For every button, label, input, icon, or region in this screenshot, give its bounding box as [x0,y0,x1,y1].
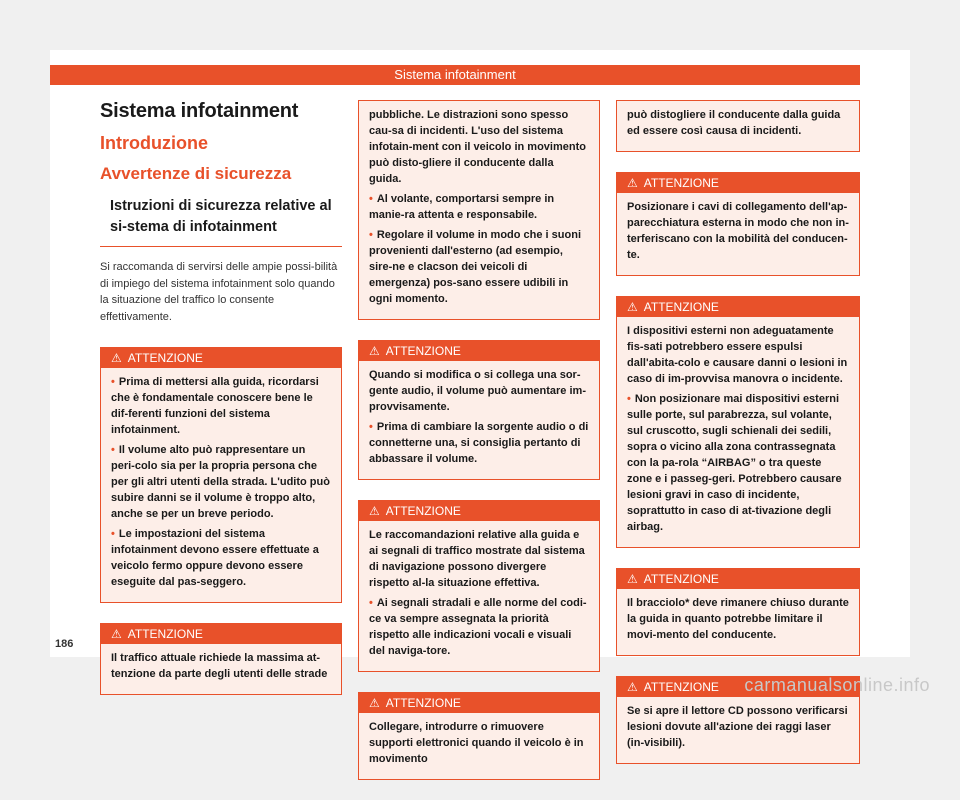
watermark[interactable]: carmanualsonline.info [744,675,930,695]
warning-box [616,172,860,276]
warning-body [101,368,341,602]
column-1 [100,100,342,715]
warning-title: ⚠ ATTENZIONE [101,624,341,644]
warning-icon: ⚠ [627,572,638,586]
warning-continuation: può distogliere il conducente dalla guida ed essere così causa di incidenti. [616,100,860,152]
subsection-title: Istruzioni di sicurezza relative al si-stema di infotainment [100,196,342,247]
warning-body: I dispositivi esterni non adeguatamente fis-sati potrebbero essere espulsi dall'abita-colo e causare danni o lesioni in caso di im-provvisa manovra o incidente. • Non posizionare mai dispositivi esterni sulle porte, sul parabrezza, sul volante, sul cruscotto, sugli schienali dei sedili, sopra o vicino alla zona contrassegnata con la pa-rola “AIRBAG” o tra queste zone e i passeg-geri. Potrebbero causare lesioni gravi in caso di incidente, soprattutto in caso di at-tivazione degli airbag. [627,325,848,533]
warning-title: ⚠ ATTENZIONE [359,501,599,521]
warning-bullet: • Regolare il volume in modo che i suoni provenienti dall'esterno (ad esempio, sire-ne e clacson dei veicoli di emergenza) pos-sano essere udibili in ogni momento. [369,229,582,305]
warning-bullet: • Le impostazioni del sistema infotainment devono essere effettuate a veicolo fermo oppure devono essere eseguite dal pas-seggero. [111,528,319,588]
warning-title: ⚠ ATTENZIONE [359,341,599,361]
warning-box [616,568,860,656]
warning-icon: ⚠ [369,504,380,518]
column-2 [358,100,600,800]
warning-body: Quando si modifica o si collega una sor-gente audio, il volume può aumentare im-provvisamente. • Prima di cambiare la sorgente audio o di connetterne una, si consiglia pertanto di abbassare il volume. [369,369,589,465]
warning-title: ⚠ ATTENZIONE [617,569,859,589]
warning-icon: ⚠ [111,351,122,365]
warning-bullet: • Al volante, comportarsi sempre in manie-ra attenta e responsabile. [369,193,555,221]
warning-body: Le raccomandazioni relative alla guida e ai segnali di traffico mostrate dal sistema di navigazione possono divergere rispetto al-la situazione effettiva. • Ai segnali stradali e alle norme del codi-ce va sempre assegnata la priorità rispetto alle indicazioni vocali e visuali del naviga-tore. [359,521,599,671]
warning-icon: ⚠ [627,300,638,314]
page-title: Sistema infotainment [100,100,299,122]
section-title: Avvertenze di sicurezza [100,164,292,183]
warning-body: Se si apre il lettore CD possono verificarsi lesioni dovute all'azione dei raggi laser (in-visibili). [627,705,848,749]
warning-body: Posizionare i cavi di collegamento dell'ap-parecchiatura esterna in modo che non in-terferiscano con la mobilità del conducen-te. [627,201,849,261]
warning-bullet: • Prima di mettersi alla guida, ricordarsi che è fondamentale conoscere bene le dif-ferenti funzioni del sistema infotainment. [111,376,319,436]
warning-icon: ⚠ [369,344,380,358]
warning-icon: ⚠ [111,627,122,641]
warning-box [616,296,860,548]
warning-box [100,347,342,603]
warning-body: Il bracciolo* deve rimanere chiuso durante la guida in quanto potrebbe limitare il movi-mento del conducente. [627,597,849,641]
warning-bullet: • Ai segnali stradali e alle norme del codi-ce va sempre assegnata la priorità rispetto alle indicazioni vocali e visuali del naviga-tore. [369,597,587,657]
warning-box [358,692,600,780]
warning-bullet: • Non posizionare mai dispositivi esterni sulle porte, sul parabrezza, sul volante, sul cruscotto, sugli schienali dei sedili, sopra o vicino alla zona contrassegnata con la pa-rola “AIRBAG” o tra queste zone e i passeg-geri. Potrebbero causare lesioni gravi in caso di incidente, soprattutto in caso di at-tivazione degli airbag. [627,393,842,533]
intro-paragraph: Si raccomanda di servirsi delle ampie possi-bilità di impiego del sistema infotainment solo quando la situazione del traffico lo consente effettivamente. [100,261,338,323]
section-header: Sistema infotainment [50,65,860,85]
warning-body: Il traffico attuale richiede la massima at-tenzione da parte degli utenti delle strade [111,652,328,680]
warning-bullet: • Prima di cambiare la sorgente audio o di connetterne una, si consiglia pertanto di abbassare il volume. [369,421,589,465]
warning-body: Collegare, introdurre o rimuovere supporti elettronici quando il veicolo è in movimento [369,721,584,765]
warning-box [358,500,600,672]
warning-title: ⚠ ATTENZIONE [617,677,859,697]
warning-icon: ⚠ [369,696,380,710]
warning-bullet: • Il volume alto può rappresentare un peri-colo sia per la propria persona che per gli altri utenti della strada. L'udito può subire danni se il volume è troppo alto, anche se per un breve periodo. [111,444,330,520]
warning-icon: ⚠ [627,680,638,694]
warning-box [358,340,600,480]
warning-continuation: pubbliche. Le distrazioni sono spesso cau-sa di incidenti. L'uso del sistema infotain-ment con il veicolo in movimento può disto-gliere il conducente dalla guida. • Al volante, comportarsi sempre in manie-ra attenta e responsabile. • Regolare il volume in modo che i suoni provenienti dall'esterno (ad esempio, sire-ne e clacson dei veicoli di emergenza) pos-sano essere udibili in ogni momento. [358,100,600,320]
warning-title: ⚠ ATTENZIONE [101,348,341,368]
warning-title: ⚠ ATTENZIONE [617,173,859,193]
warning-box [100,623,342,695]
warning-title: ⚠ ATTENZIONE [359,693,599,713]
warning-icon: ⚠ [627,176,638,190]
page-number: 186 [55,638,74,650]
warning-title: ⚠ ATTENZIONE [617,297,859,317]
chapter-title: Introduzione [100,133,208,153]
